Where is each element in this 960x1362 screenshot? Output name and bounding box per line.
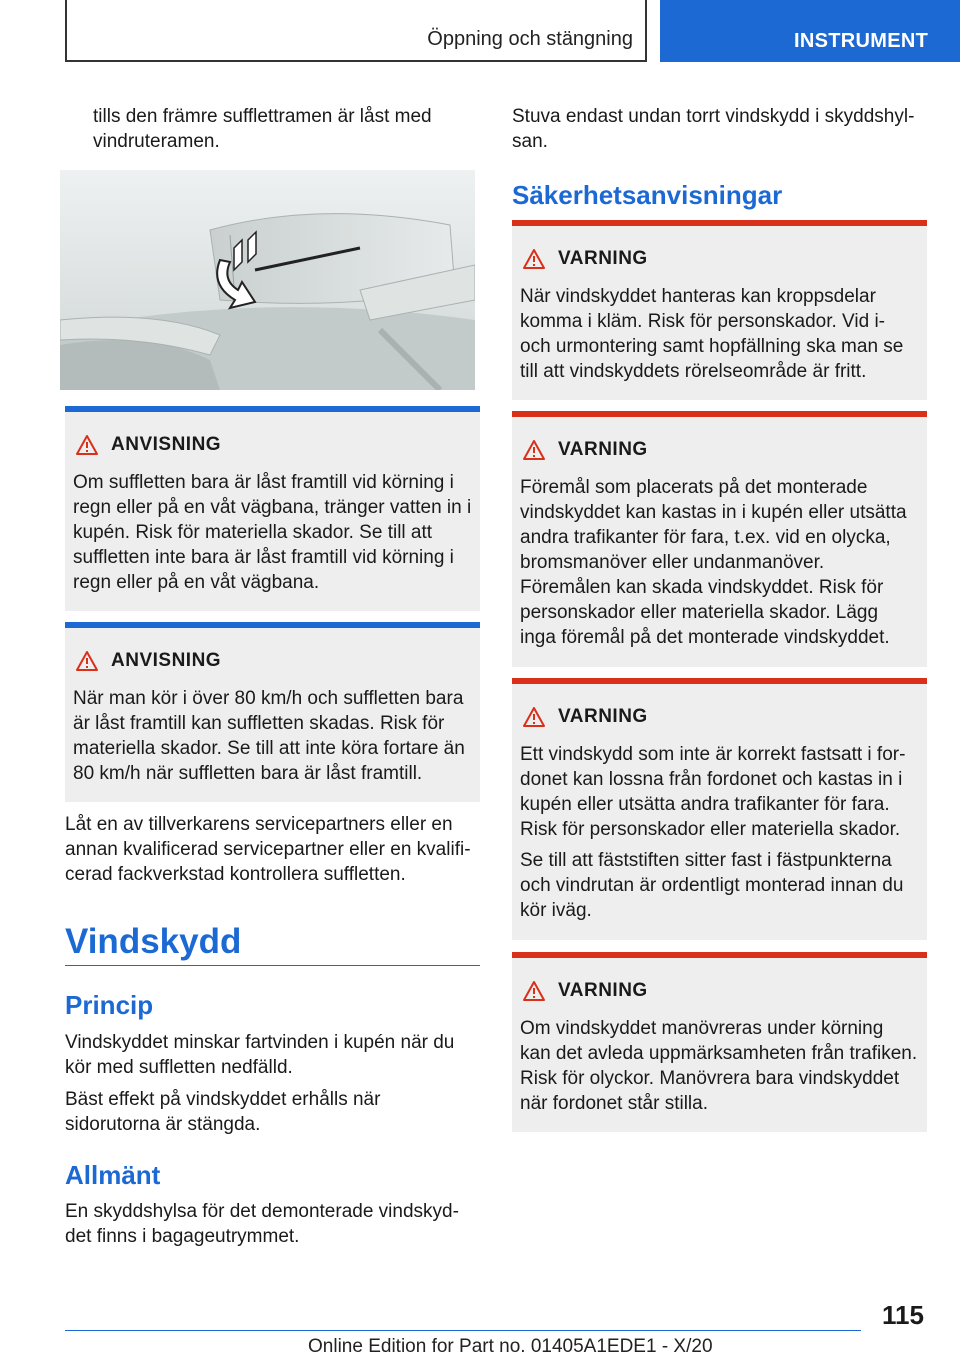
warning-triangle-icon xyxy=(522,248,546,270)
soft-top-lock-illustration xyxy=(60,170,475,390)
heading-vindskydd: Vindskydd xyxy=(65,922,242,961)
warning-box-objects xyxy=(512,411,927,667)
intro-text-right: Stuva endast undan torrt vindskydd i skyddshylsan. xyxy=(512,106,915,152)
section-title: Öppning och stängning xyxy=(427,28,633,50)
intro-text-left: tills den främre sufflettramen är låst med vindruteramen. xyxy=(93,106,432,152)
footer-divider xyxy=(65,1330,861,1331)
princip-paragraph-1: Vindskyddet minskar fartvinden i kupén när du kör med suffletten nedfälld. xyxy=(65,1032,455,1078)
warning-paragraph-1: Ett vindskydd som inte är korrekt fastsatt i fordonet kan lossna från fordonet och kastas in i kupén eller utsätta andra trafikanter för fara. Risk för personskador eller materiella skador. xyxy=(520,744,906,840)
note-title: ANVISNING xyxy=(111,650,222,671)
service-text: Låt en av tillverkarens servicepartners eller en annan kvalificerad servicepartner eller en kvalificerad fackverkstad kontrollera suffletten. xyxy=(65,814,471,885)
note-title: ANVISNING xyxy=(111,434,222,455)
warning-title: VARNING xyxy=(558,980,648,1001)
warning-paragraph-2: Se till att fäststiften sitter fast i fästpunkterna och vindrutan är ordentligt monterad innan du kör iväg. xyxy=(520,850,904,921)
heading-princip: Princip xyxy=(65,990,154,1020)
footer-edition[interactable]: Online Edition for Part no. 01405A1EDE1 - X/20 xyxy=(308,1336,713,1357)
warning-title: VARNING xyxy=(558,439,648,460)
note-box-rain xyxy=(65,406,480,611)
warning-text: Föremål som placerats på det monterade vindskyddet kan kastas in i kupén eller utsätta andra trafikanter för fara, t.ex. vid en olycka, bromsmanöver eller undanmanöver. Föremålen kan skada vindskyddet. Risk för personskador eller materiella skador. Lägg inga föremål på det monterade vindskyddet. xyxy=(520,477,907,648)
header-section-tab xyxy=(65,0,647,62)
heading-allmant: Allmänt xyxy=(65,1160,161,1190)
header-chapter-tab[interactable] xyxy=(660,0,960,62)
warning-text: Om vindskyddet manövreras under körning kan det avleda uppmärksamheten från trafiken. Risk för olyckor. Manövrera bara vindskyddet när fordonet står stilla. xyxy=(520,1018,918,1114)
warning-box-pinch xyxy=(512,220,927,400)
heading-underline xyxy=(65,965,480,966)
warning-triangle-icon xyxy=(75,650,99,672)
note-text: Om suffletten bara är låst framtill vid körning i regn eller på en våt vägbana, tränger vatten in i kupén. Risk för materiella skador. Se till att suffletten inte bara är låst framtill vid körning i regn eller på en våt vägbana. xyxy=(73,472,472,593)
warning-title: VARNING xyxy=(558,706,648,727)
note-text: När man kör i över 80 km/h och suffletten bara är låst framtill kan suffletten skadas. Risk för materiella skador. Se till att inte köra fortare än 80 km/h när suffletten bara är låst framtill. xyxy=(73,688,465,784)
chapter-title: INSTRUMENT xyxy=(794,30,929,52)
princip-paragraph-2: Bäst effekt på vindskyddet erhålls när sidorutorna är stängda. xyxy=(65,1089,381,1135)
warning-box-driving xyxy=(512,952,927,1132)
warning-box-mounting xyxy=(512,678,927,940)
note-box-speed xyxy=(65,622,480,802)
warning-title: VARNING xyxy=(558,248,648,269)
warning-text: När vindskyddet hanteras kan kroppsdelar komma i kläm. Risk för personskador. Vid i- och urmontering samt hopfällning ska man se till att vindskyddets rörelseområde är fritt. xyxy=(520,286,904,382)
page-number: 115 xyxy=(882,1300,924,1330)
warning-text xyxy=(520,742,919,929)
heading-safety: Säkerhetsanvisningar xyxy=(512,180,783,210)
allmant-text: En skyddshylsa för det demonterade vindskyddet finns i bagageutrymmet. xyxy=(65,1201,459,1247)
warning-triangle-icon xyxy=(75,434,99,456)
warning-triangle-icon xyxy=(522,706,546,728)
warning-triangle-icon xyxy=(522,439,546,461)
warning-triangle-icon xyxy=(522,980,546,1002)
